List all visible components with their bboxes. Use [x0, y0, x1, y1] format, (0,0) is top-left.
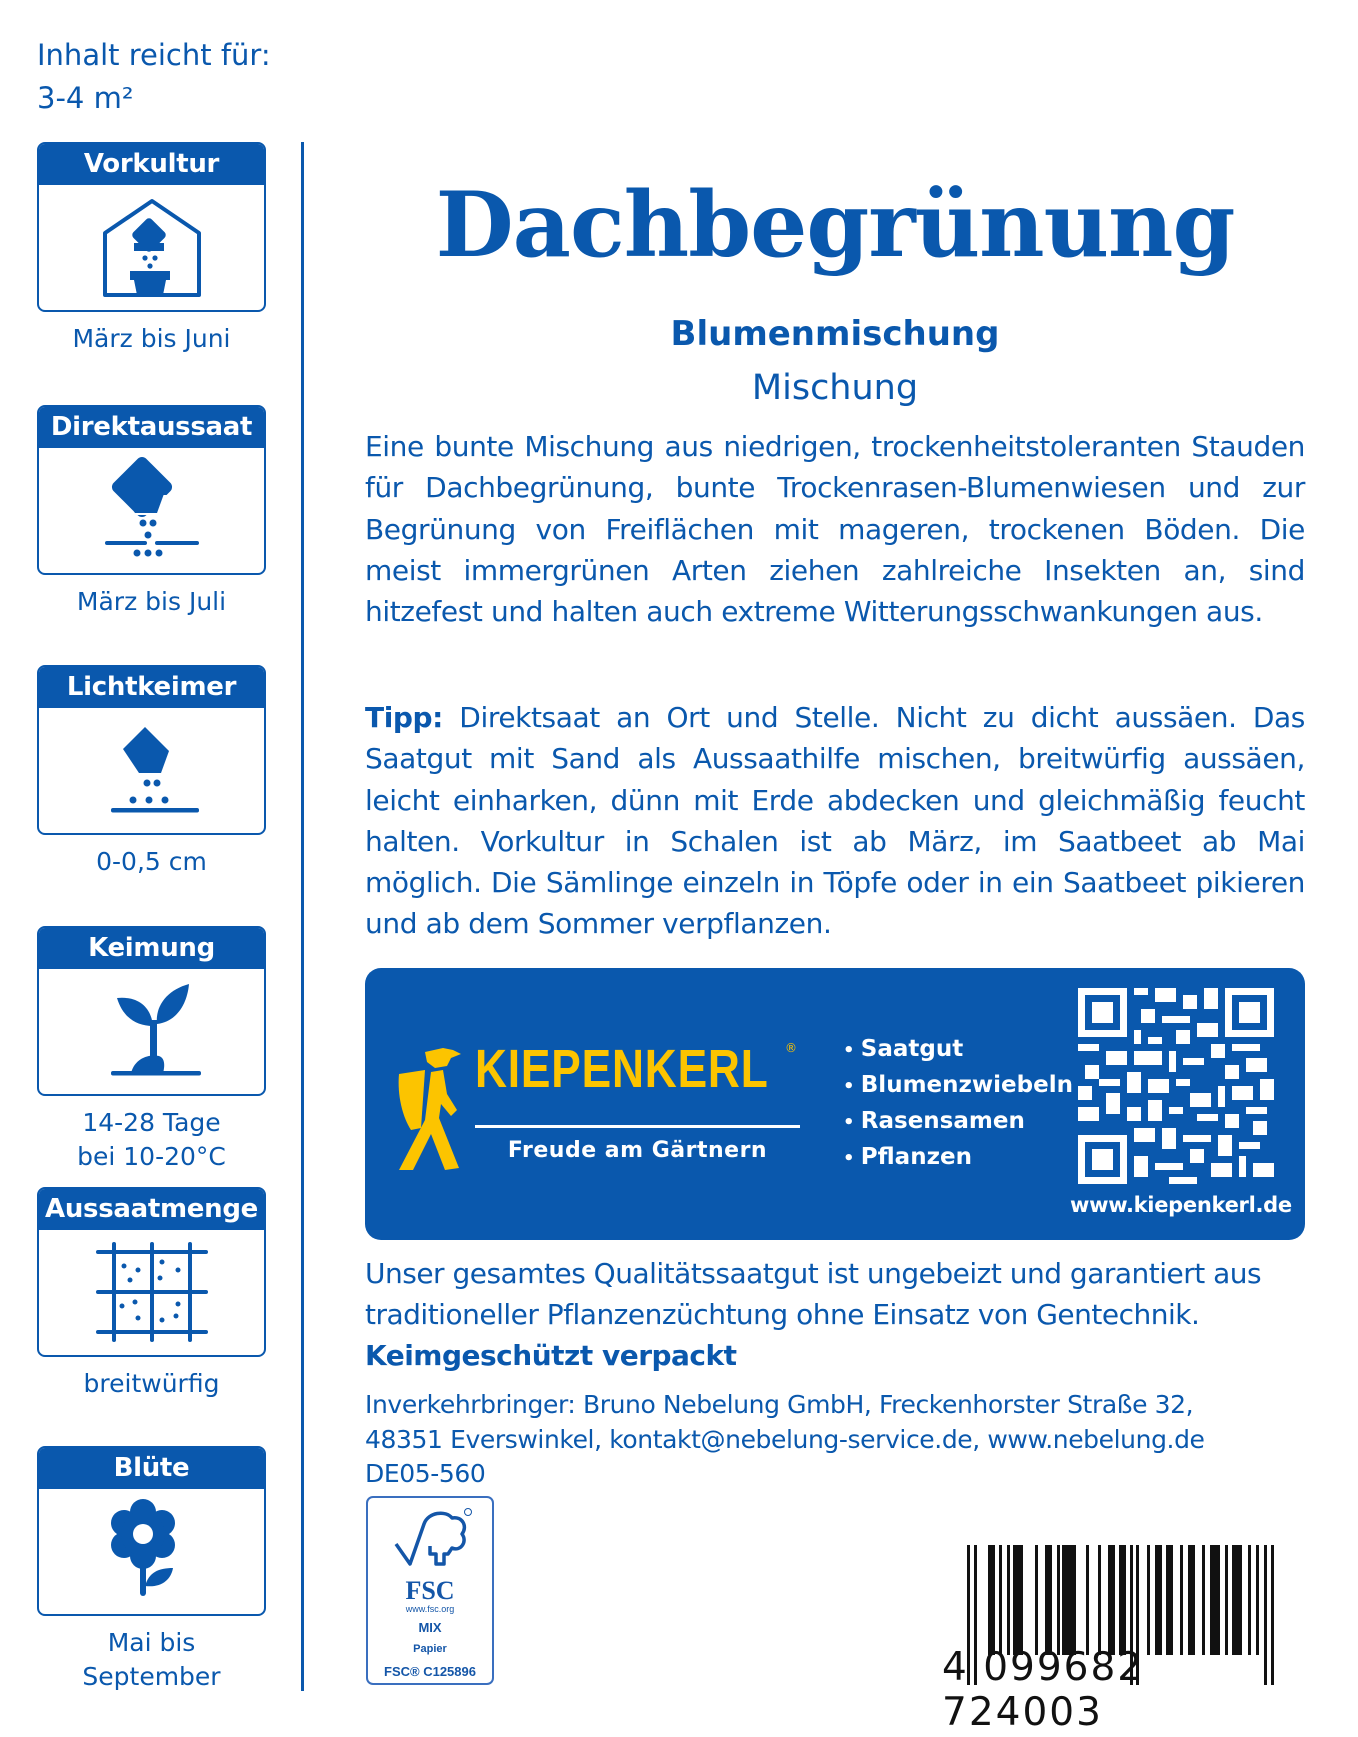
card-keimung	[37, 926, 266, 1174]
card-title: Lichtkeimer	[39, 667, 264, 708]
coverage-value: 3-4 m²	[37, 81, 134, 115]
coverage-label: Inhalt reicht für:	[37, 38, 271, 72]
card-title: Direktaussaat	[39, 407, 264, 448]
ean-number: 4 099682 724003	[942, 1645, 1145, 1735]
card-caption: 0-0,5 cm	[96, 847, 207, 876]
fsc-material: Papier	[413, 1643, 447, 1655]
card-bluete	[37, 1446, 266, 1694]
fsc-license-code: FSC® C125896	[384, 1664, 476, 1679]
card-aussaatmenge	[37, 1187, 266, 1401]
greenhouse-sowing-icon	[39, 185, 264, 309]
surface-sowing-icon	[39, 708, 264, 832]
fsc-label	[366, 1496, 494, 1685]
product-subtitle: Blumenmischung	[670, 314, 1000, 354]
sowing-tip	[365, 697, 1305, 945]
fsc-url: www.fsc.org	[405, 1604, 455, 1614]
organic-code: DE05-560	[365, 1459, 486, 1488]
card-caption: März bis Juni	[72, 324, 231, 353]
distributor-line: 48351 Everswinkel, kontakt@nebelung-service.de, www.nebelung.de	[365, 1424, 1205, 1454]
brand-product-item: • Rasensamen	[843, 1104, 1073, 1140]
card-vorkultur	[37, 142, 266, 356]
fsc-wordmark: FSC	[405, 1576, 455, 1605]
brand-product-item: • Blumenzwiebeln	[843, 1068, 1073, 1104]
card-title: Vorkultur	[39, 144, 264, 185]
card-caption: breitwürfig	[83, 1369, 220, 1398]
brand-product-list	[843, 1032, 1073, 1176]
fsc-tree-check-icon	[390, 1506, 474, 1576]
germ-protected-note: Keimgeschützt verpackt	[365, 1339, 737, 1372]
card-title: Aussaatmenge	[39, 1189, 264, 1230]
brand-slogan: Freude am Gärtnern	[507, 1138, 768, 1163]
brand-product-item: • Pflanzen	[843, 1140, 1073, 1176]
card-lichtkeimer	[37, 665, 266, 879]
column-divider	[301, 142, 304, 1691]
fsc-mix: MIX	[418, 1620, 442, 1635]
quality-statement: Unser gesamtes Qualitätssaatgut ist ungebeizt und garantiert aus traditioneller Pflanzenzüchtung ohne Einsatz von Gentechnik.	[365, 1257, 1262, 1331]
direct-sowing-icon	[39, 448, 264, 572]
brand-rule	[475, 1125, 800, 1128]
flower-icon	[39, 1489, 264, 1613]
brand-website-link[interactable]: www.kiepenkerl.de	[1070, 1193, 1292, 1217]
grid-seeds-icon	[39, 1230, 264, 1354]
card-caption: 14-28 Tage bei 10-20°C	[77, 1108, 226, 1171]
brand-name: KIEPENKERL	[475, 1039, 769, 1099]
product-variety: Mischung	[751, 368, 919, 408]
product-title: Dachbegrünung	[435, 172, 1235, 278]
card-title: Blüte	[39, 1448, 264, 1489]
distributor-info	[365, 1388, 1325, 1492]
qr-code[interactable]	[1078, 988, 1274, 1184]
coverage-info	[37, 34, 271, 120]
product-description: Eine bunte Mischung aus niedrigen, trockenheitstoleranten Stauden für Dachbegrünung, bunte Trockenrasen-Blumenwiesen und zur Begrünung von Freiflächen mit mageren, trockenen Böden. Die meist immergrünen Arten ziehen zahlreiche Insekten an, sind hitzefest und halten auch extreme Witterungsschwankungen aus.	[365, 430, 1305, 629]
card-title: Keimung	[39, 928, 264, 969]
tip-text: Direktsaat an Ort und Stelle. Nicht zu dicht aussäen. Das Saatgut mit Sand als Aussaathilfe mischen, breitwürfig aussäen, leicht einharken, dünn mit Erde abdecken und gleichmäßig feucht halten. Vorkultur in Schalen ist ab März, im Saatbeet ab Mai möglich. Die Sämlinge einzeln in Töpfe oder in ein Saatbeet pikieren und ab dem Sommer verpflanzen.	[365, 701, 1305, 941]
card-caption: Mai bis September	[82, 1628, 221, 1691]
tip-label: Tipp:	[365, 701, 443, 734]
seedling-icon	[39, 969, 264, 1093]
registered-mark: ®	[785, 1041, 797, 1055]
card-direktaussaat	[37, 405, 266, 619]
card-caption: März bis Juli	[76, 587, 227, 616]
brand-product-item: • Saatgut	[843, 1032, 1073, 1068]
brand-panel	[365, 968, 1305, 1240]
distributor-line: Inverkehrbringer: Bruno Nebelung GmbH, Freckenhorster Straße 32,	[365, 1390, 1194, 1419]
